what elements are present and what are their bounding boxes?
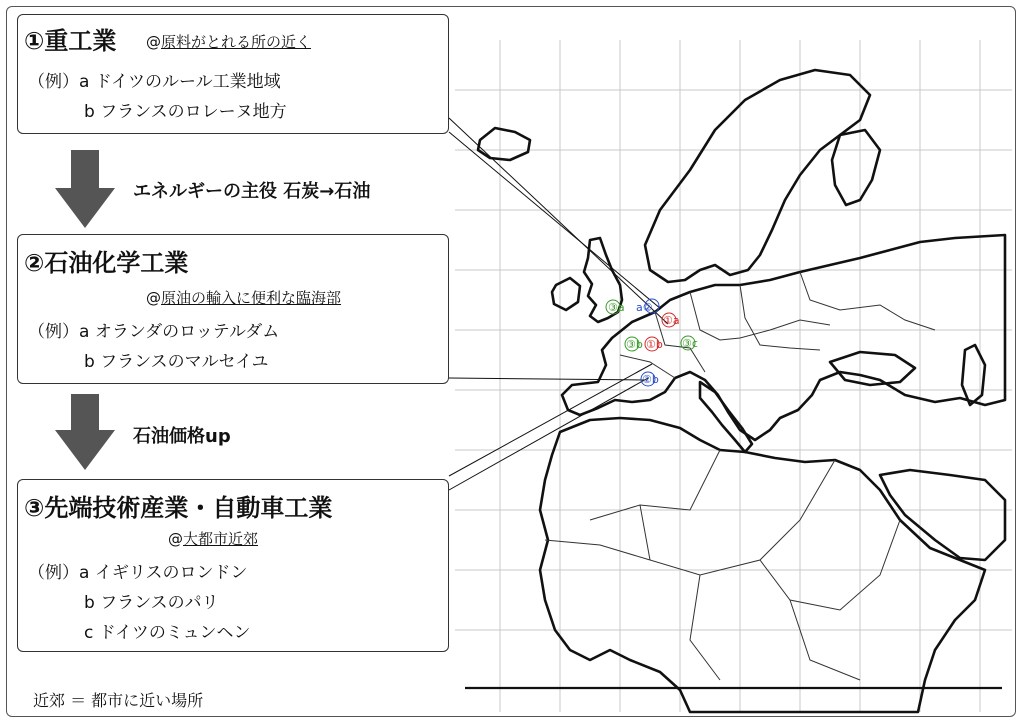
- section-title: ①重工業: [24, 27, 117, 55]
- example-b: b フランスのロレーヌ地方: [84, 102, 287, 122]
- high-tech-box: [17, 479, 449, 652]
- map-grid: [455, 40, 1012, 712]
- at-mark: @: [146, 289, 161, 307]
- petrochemical-box: [17, 234, 449, 384]
- down-arrow-icon: [55, 150, 115, 228]
- marker-2b-label: ②b: [642, 373, 659, 386]
- example-c: c ドイツのミュンヘン: [84, 623, 251, 643]
- marker-2b: [641, 372, 659, 386]
- example-a: （例）a オランダのロッテルダム: [28, 322, 280, 342]
- marker-3a: [606, 300, 625, 314]
- at-mark: @: [168, 530, 183, 548]
- marker-3c-label: ③c: [682, 337, 698, 350]
- section-title: ③先端技術産業・自動車工業: [24, 494, 333, 522]
- at-mark: @: [146, 33, 161, 51]
- heavy-industry-box: [17, 14, 449, 134]
- transition-label: エネルギーの主役 石炭→石油: [133, 181, 371, 202]
- transition-label: 石油価格up: [133, 426, 231, 447]
- down-arrow-icon: [55, 394, 115, 470]
- example-b: b フランスのマルセイユ: [84, 352, 269, 372]
- marker-1b: [645, 337, 663, 351]
- location-text: 大都市近郊: [183, 530, 259, 548]
- location-text: 原油の輸入に便利な臨海部: [161, 289, 342, 307]
- marker-3b-label: ③b: [626, 338, 643, 351]
- marker-3a-label: ③a: [608, 301, 625, 314]
- marker-2a: [636, 299, 659, 314]
- location-text: 原料がとれる所の近く: [161, 33, 312, 51]
- marker-1a: [662, 313, 680, 327]
- example-b: b フランスのパリ: [84, 593, 219, 613]
- example-a: （例）a ドイツのルール工業地域: [28, 72, 281, 92]
- marker-3c: [681, 336, 698, 350]
- location-condition: [146, 31, 311, 52]
- location-condition: [146, 287, 341, 308]
- location-condition: [168, 528, 258, 549]
- example-a: （例）a イギリスのロンドン: [28, 563, 248, 583]
- section-title: ②石油化学工業: [24, 249, 189, 277]
- coastlines: [478, 70, 1005, 712]
- marker-1b-label: ①b: [646, 338, 663, 351]
- marker-3b: [625, 337, 643, 351]
- marker-2a-label: a②: [636, 301, 653, 314]
- footnote: 近郊 ＝ 都市に近い場所: [33, 691, 204, 710]
- marker-1a-label: ①a: [663, 314, 680, 327]
